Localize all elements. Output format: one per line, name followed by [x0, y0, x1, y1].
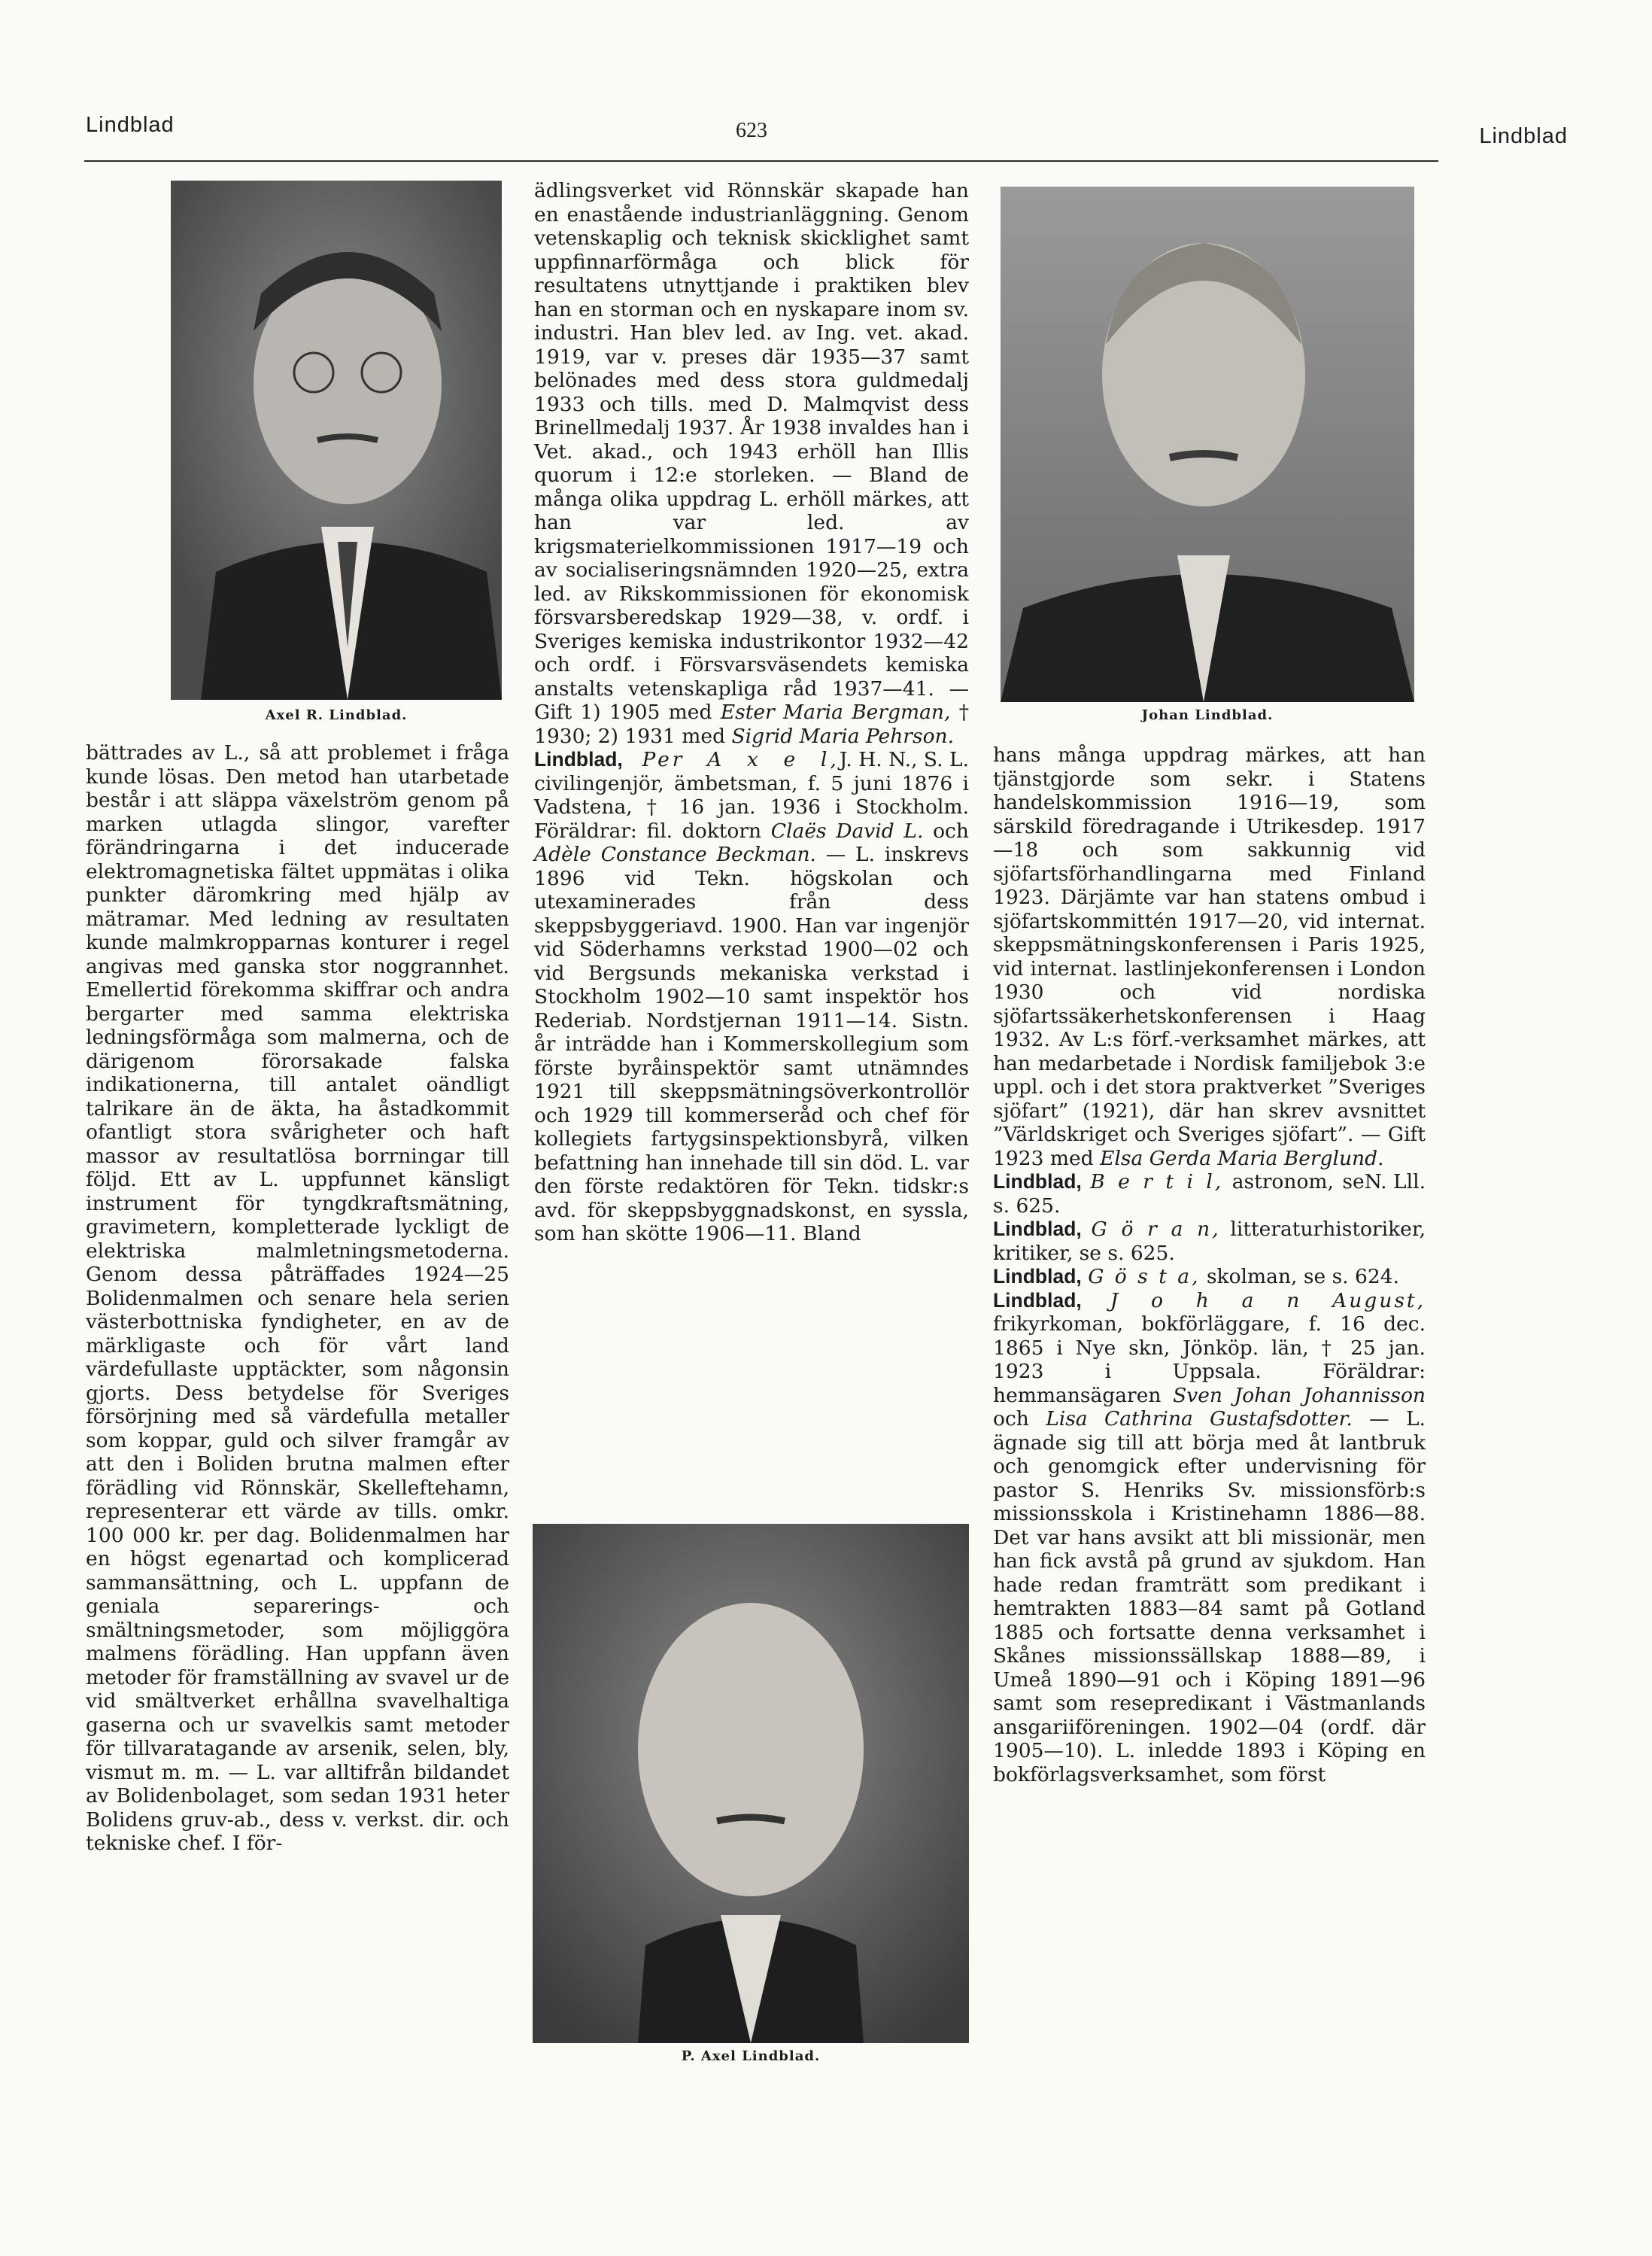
entry-text: — L. ägnade sig till att börja med åt lantbruk och genomgick efter undervisning för pastor S. Henriks Sv. missionsförb:s missionsskola i Kristinehamn 1886—88. Det var hans avsikt att bli missionär, men han fick avstå på grund av sjukdom. Han hade redan framträtt som predikant i hemtrakten 1883—84 samt på Gotland 1885 och fortsatte denna verksamhet i Skånes missionssällskap 1888—89, i Umeå 1890—91 och i Köping 1891—96 samt som reseprediкant i Västmanlands ansgariiföreningen. 1902—04 (ordf. där 1905—10). L. inledde 1893 i Köping en bokförlagsverksamhet, som först	[993, 1407, 1426, 1786]
entry-headword: Lindblad,	[534, 748, 623, 771]
xref-headword: Lindblad,	[993, 1218, 1082, 1240]
caption-johan-lindblad: Johan Lindblad.	[1141, 707, 1274, 723]
continuation-text: ädlingsverket vid Rönnskär skapade han en enastående industrianläggning. Genom vetenskaplig och teknisk skicklighet samt uppfinnarförmåga och blick för resultatens utnyttjande i praktiken blev han en storman och en nyskapare inom sv. industri. Han blev led. av Ing. vet. akad. 1919, var v. preses där 1935—37 samt belönades med dess stora guldmedalj 1933 och tills. med D. Malmqvist dess Brinellmedalj 1937. År 1938 invaldes han i Vet. akad., och 1943 erhöll han Illis quorum i 12:e storleken. — Bland de många olika uppdrag L. erhöll märkes, att han var led. av krigsmaterielkommissionen 1917—19 och av socialiseringsnämnden 1920—25, extra led. av Rikskommissionen för ekonomisk försvarsberedskap 1929—38, v. ordf. i Sveriges kemiska industrikontor 1932—42 och ordf. i Försvarsväsendets kemiska anstalts vetenskapliga råd 1937—41. — Gift 1) 1905 med	[534, 179, 969, 724]
entry-text: och	[993, 1407, 1029, 1431]
portrait-johan-lindblad	[1001, 187, 1414, 702]
continuation-text: hans många uppdrag märkes, att han tjänstgjorde som sekr. i Statens handelskommission 1916—19, som särskild föredragande i Utrikesdep. 1917—18 och som sakkunnig vid sjöfartsförhandlingarna med Finland 1923. Därjämte var han statens ombud i sjöfartskommittén 1917—20, vid internat. skeppsmätningskonferensen i Paris 1925, vid internat. lastlinjekonferensen i London 1930 och vid nordiska sjöfartssäkerhetskonferensen i Haag 1932. Av L:s förf.-verksamhet märkes, att han medarbetade i Nordisk familjebok 3:e uppl. och i det stora praktverket ”Sveriges sjöfart” (1921), där han skrev avsnittet ”Världskriget och Sveriges sjöfart”. — Gift 1923 med	[993, 743, 1426, 1170]
author-signature: J. H. N., S. L.	[839, 748, 969, 771]
paragraph: bättrades av L., så att problemet i fråga kunde lösas. Den metod han utarbetade består i att släppa växelström genom på marken utlagda slingor, varefter förändringarna i det inducerade elektromagnetiska fältet uppmätas i olika punkter däromkring med hjälp av mätramar. Med ledning av resultaten kunde malmkropparnas konturer i regel angivas med ganska stor noggrannhet. Emellertid förekomma skiffrar och andra bergarter med samma elektriska ledningsförmåga som malmerna, och de därigenom förorsakade falska indikationerna, till antalet oändligt talrikare än de äkta, ha åstadkommit ofantligt stora svårigheter och haft massor av resultatlösa borrningar till följd. Ett av L. uppfunnet känsligt instrument för tyngdkraftsmätning, gravimetern, kompletterade lyckligt de elektriska malmletningsmetoderna. Genom dessa påträffades 1924—25 Bolidenmalmen och senare hela serien västerbottniska fyndigheter, en av de märkligaste och för vårt land värdefullaste upptäckter, som någonsin gjorts. Dess betydelse för Sveriges försörjning med så värdefulla metaller som koppar, guld och silver framgår av att den i Boliden brutna malmen efter förädling vid Rönnskär, Skelleftehamn, representerar ett värde av tills. omkr. 100 000 kr. per dag. Bolidenmalmen har en högst egenartad och komplicerad sammansättning, och L. uppfann de geniala separerings- och smältningsmetoder, som möjliggöra malmens förädling. Han uppfann även metoder för framställning av svavel ur de vid smältverket erhållna svavelhaltiga gaserna och ur svavelkis samt metoder för tillvaratagande av arsenik, selen, bly, vismut m. m. — L. var alltifrån bildandet av Bolidenbolaget, som sedan 1931 heter Bolidens gruv-ab., dess v. verkst. dir. och tekniske chef. I för-	[86, 741, 509, 1855]
header-rule	[84, 160, 1438, 162]
spouse-name-1: Ester Maria Bergman,	[720, 701, 951, 724]
page-number: 623	[736, 119, 767, 142]
spouse-name: Elsa Gerda Maria Berglund.	[1100, 1146, 1384, 1170]
entry-text: civilingenjör, ämbetsman, f. 5 juni 1876 i Vadstena, † 16 jan. 1936 i Stockholm. Föräldrar: fil. doktorn	[534, 771, 969, 843]
portrait-p-axel-lindblad	[533, 1524, 969, 2043]
running-head-left: Lindblad	[86, 113, 175, 137]
caption-axel-r-lindblad: Axel R. Lindblad.	[265, 707, 408, 723]
mother-name: Lisa Cathrina Gustafsdotter.	[1046, 1407, 1353, 1431]
father-name: Sven Johan Johannisson	[1173, 1383, 1426, 1407]
portrait-axel-r-lindblad	[171, 181, 502, 700]
column-left-text	[86, 741, 509, 1856]
entry-given-name: J o h a n August,	[1110, 1288, 1426, 1312]
mother-name: Adèle Constance Beckman.	[534, 843, 816, 866]
entry-given-name: Per A x e l,	[642, 748, 840, 771]
xref-text: litteraturhistoriker, kritiker, se s. 625.	[993, 1218, 1426, 1265]
xref-given-name: G ö s t a,	[1088, 1265, 1201, 1288]
xref-headword: Lindblad,	[993, 1265, 1082, 1288]
spouse-text: † 1930; 2) 1931 med	[534, 701, 969, 748]
spouse-name-2: Sigrid Maria Pehrson.	[731, 724, 955, 748]
xref-text: astronom, se s. 625.	[993, 1170, 1365, 1218]
entry-headword: Lindblad,	[993, 1288, 1082, 1312]
author-signature: N. Lll.	[1364, 1170, 1426, 1193]
xref-text: skolman, se s. 624.	[1206, 1265, 1400, 1288]
entry-text: frikyrkoman, bokförläggare, f. 16 dec. 1865 i Nye skn, Jönköp. län, † 25 jan. 1923 i Uppsala. Föräldrar: hemmansägaren	[993, 1312, 1426, 1407]
xref-given-name: G ö r a n,	[1091, 1218, 1221, 1241]
father-name: Claës David L.	[770, 819, 924, 843]
caption-p-axel-lindblad: P. Axel Lindblad.	[681, 2048, 821, 2064]
xref-headword: Lindblad,	[993, 1170, 1082, 1193]
entry-text: och	[933, 819, 969, 843]
column-middle-text	[534, 179, 969, 1246]
running-head-right: Lindblad	[1479, 124, 1568, 148]
entry-text: — L. inskrevs 1896 vid Tekn. högskolan och utexaminerades från dess skeppsbyggeriavd. 1900. Han var ingenjör vid Söderhamns verkstad 1900—02 och vid Bergsunds mekaniska verkstad i Stockholm 1902—10 samt inspektör hos Rederiab. Nordstjernan 1911—14. Sistn. år inträdde han i Kommerskollegium som förste byråinspektör samt utnämndes 1921 till skeppsmätningsöverkontrollör och 1929 till kommerseråd och chef för kollegiets fartygsinspektionsbyrå, vilken befattning han innehade till sin död. L. var den förste redaktören för Tekn. tidskr:s avd. för skeppsbyggnadskonst, en syssla, som han skötte 1906—11. Bland	[534, 843, 969, 1245]
xref-given-name: B e r t i l,	[1090, 1170, 1224, 1193]
column-right-text	[993, 743, 1426, 1786]
